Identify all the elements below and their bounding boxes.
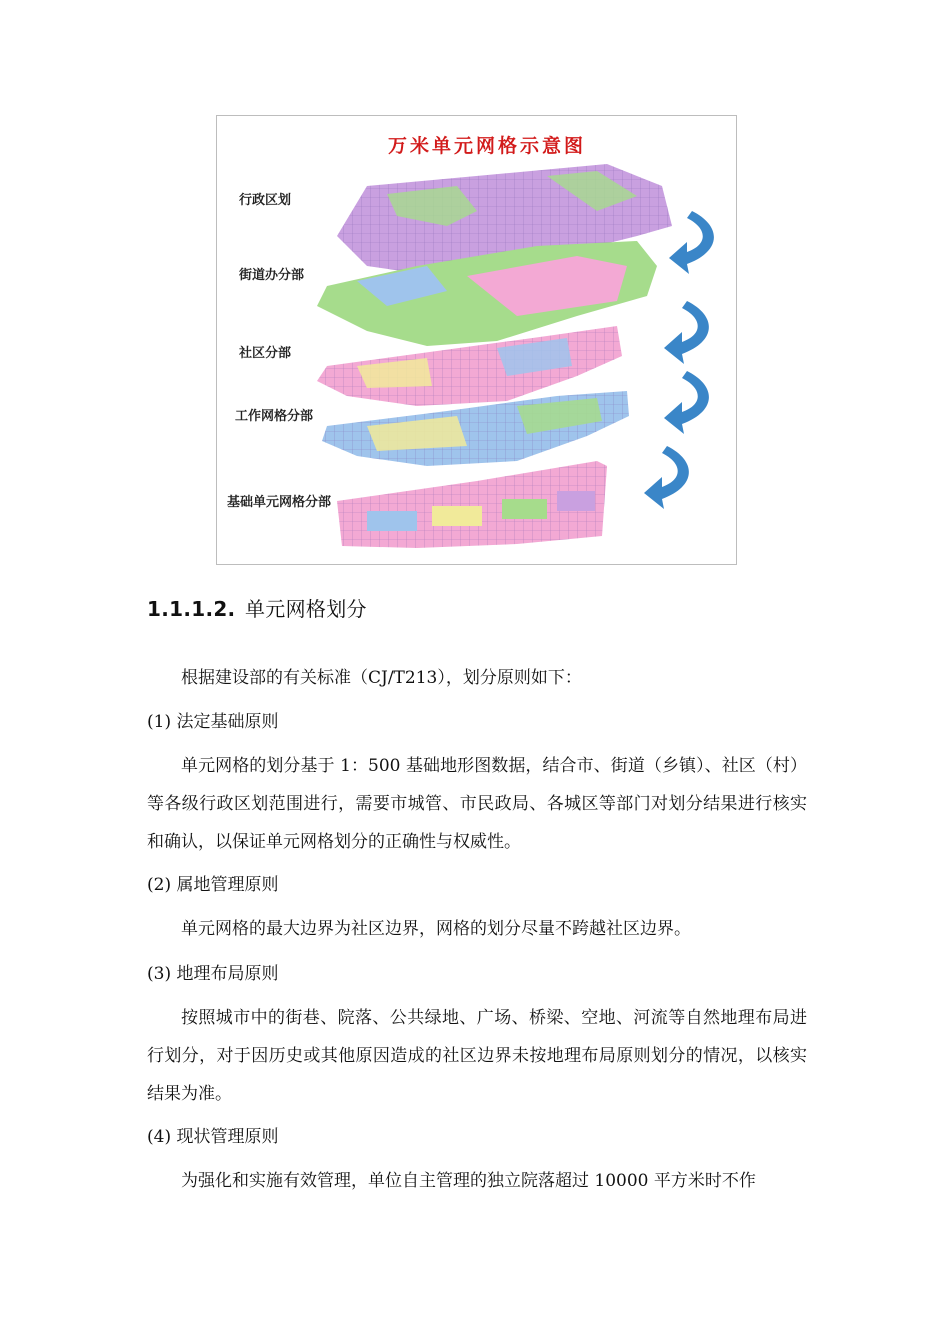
- layer-label: 街道办分部: [239, 268, 305, 283]
- paragraph: 为强化和实施有效管理，单位自主管理的独立院落超过 10000 平方米时不作: [181, 1171, 756, 1191]
- principle-heading: (2) 属地管理原则: [147, 875, 279, 895]
- layer-label: 基础单元网格分部: [227, 495, 332, 510]
- curved-arrow-icon: [664, 371, 709, 434]
- principle-heading: (4) 现状管理原则: [147, 1127, 279, 1147]
- layer-label: 社区分部: [239, 346, 292, 361]
- layer-label: 行政区划: [239, 193, 292, 208]
- figure-title: 万米单元网格示意图: [387, 135, 587, 157]
- principle-heading: (1) 法定基础原则: [147, 712, 279, 732]
- curved-arrow-icon: [669, 211, 714, 274]
- grid-layers-figure: [216, 115, 737, 565]
- principle-heading: (3) 地理布局原则: [147, 964, 279, 984]
- section-title: 单元网格划分: [245, 597, 367, 621]
- section-number: 1.1.1.2.: [147, 597, 236, 621]
- layers-illustration: [217, 116, 736, 564]
- arrow-icons: [644, 211, 714, 509]
- layer-basic-unit-grid: [337, 461, 607, 548]
- curved-arrow-icon: [664, 301, 709, 364]
- layer-label: 工作网格分部: [235, 409, 314, 424]
- curved-arrow-icon: [644, 446, 689, 509]
- section-heading: [147, 593, 367, 622]
- paragraph: 按照城市中的街巷、院落、公共绿地、广场、桥梁、空地、河流等自然地理布局进行划分，对于因历史或其他原因造成的社区边界未按地理布局原则划分的情况，以核实结果为准。: [147, 1008, 807, 1104]
- paragraph: 单元网格的划分基于 1：500 基础地形图数据，结合市、街道（乡镇）、社区（村）等各级行政区划范围进行，需要市城管、市民政局、各城区等部门对划分结果进行核实和确认，以保证单元网格划分的正确性与权威性。: [147, 756, 807, 852]
- paragraph: 单元网格的最大边界为社区边界，网格的划分尽量不跨越社区边界。: [181, 919, 691, 939]
- paragraph: 根据建设部的有关标准（CJ/T213），划分原则如下：: [181, 668, 582, 688]
